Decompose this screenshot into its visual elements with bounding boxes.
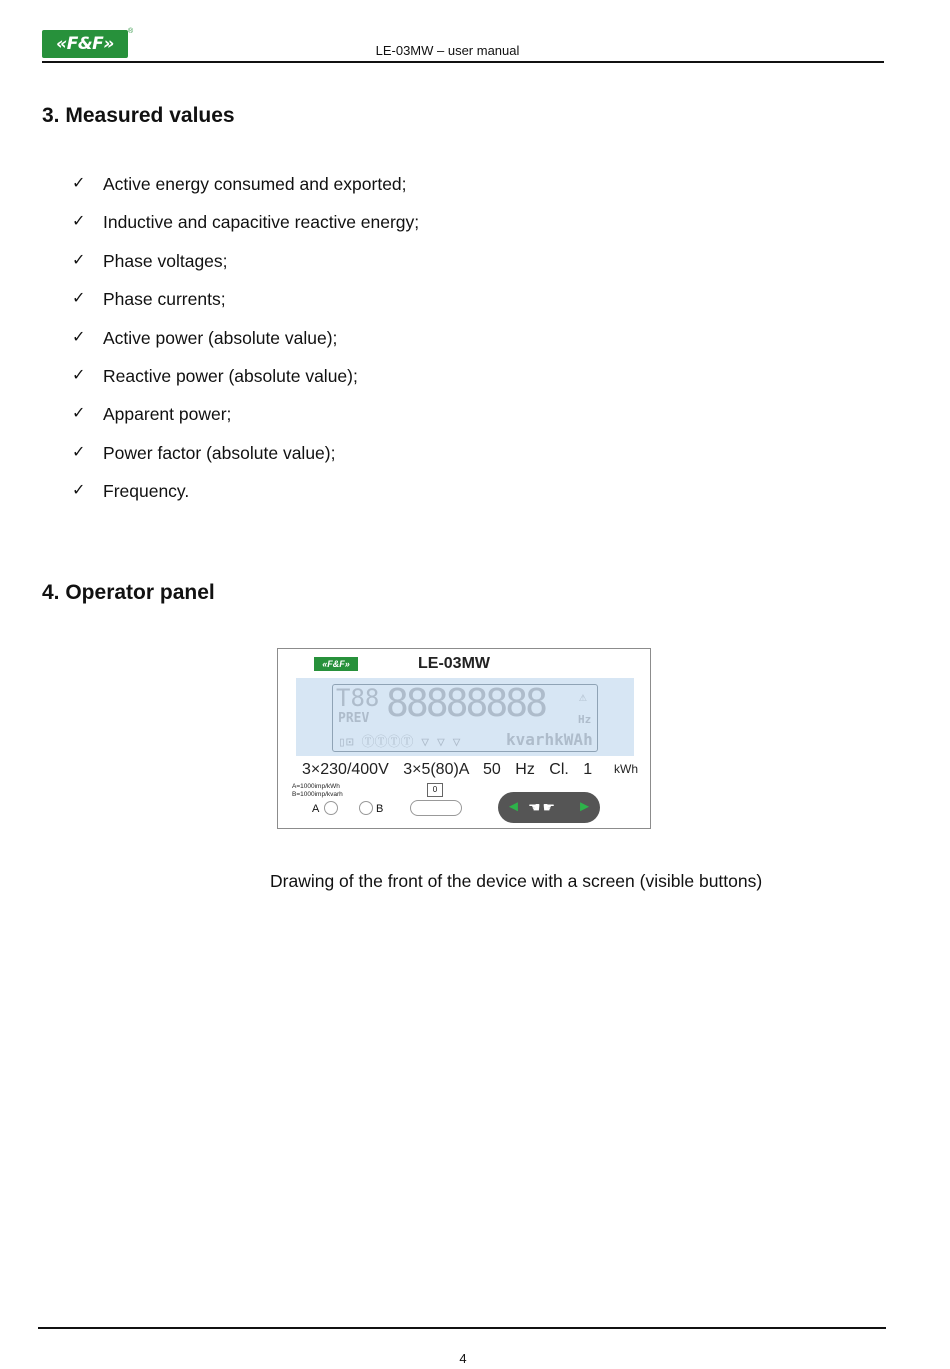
list-item xyxy=(72,441,419,479)
led-b-label: B xyxy=(376,803,384,815)
hand-pointer-icons: ☚☛ xyxy=(528,799,558,815)
lcd-unit-indicator: kvarhkWAh xyxy=(506,730,593,749)
constant-b: B=1000imp/kvarh xyxy=(292,791,343,798)
list-item xyxy=(72,364,419,402)
list-item-text: Phase currents; xyxy=(103,289,226,310)
arrow-left-icon: ◄ xyxy=(506,798,521,815)
list-item xyxy=(72,402,419,440)
check-icon: ✓ xyxy=(72,175,86,192)
list-item xyxy=(72,326,419,364)
header-divider xyxy=(42,61,884,63)
optical-port-slot xyxy=(410,800,462,816)
check-icon: ✓ xyxy=(72,443,86,461)
led-a-indicator xyxy=(324,801,338,815)
lcd-hz-indicator: Hz xyxy=(578,713,592,726)
constant-a: A=1000imp/kWh xyxy=(292,783,340,790)
check-icon: ✓ xyxy=(72,405,86,423)
section-heading-measured-values: 3. Measured values xyxy=(42,104,235,127)
list-item-text: Frequency. xyxy=(103,481,190,502)
document-header-title: LE-03MW – user manual xyxy=(375,43,520,58)
led-b-indicator xyxy=(359,801,373,815)
check-icon: ✓ xyxy=(72,328,86,346)
list-item xyxy=(72,172,419,210)
check-icon: ✓ xyxy=(72,251,86,269)
figure-caption: Drawing of the front of the device with a screen (visible buttons) xyxy=(270,871,763,891)
kwh-label: kWh xyxy=(614,762,638,776)
list-item xyxy=(72,287,419,325)
seal-icon: 0 xyxy=(427,783,443,797)
led-a-label: A xyxy=(312,803,320,815)
lcd-tariff-segments: T88 xyxy=(336,684,380,712)
meter-ratings: 3×230/400V 3×5(80)A 50 Hz Cl. 1 xyxy=(302,761,593,778)
page-number: 4 xyxy=(459,1351,467,1366)
lcd-prev-indicator: PREV xyxy=(338,711,370,726)
list-item-text: Active energy consumed and exported; xyxy=(103,174,407,194)
list-item-text: Phase voltages; xyxy=(103,250,228,271)
navigation-buttons xyxy=(498,792,600,823)
list-item xyxy=(72,479,419,517)
list-item-text: Apparent power; xyxy=(103,404,232,425)
list-item-text: Reactive power (absolute value); xyxy=(103,365,358,386)
warning-icon: ⚠ xyxy=(579,690,587,705)
panel-model-name: LE-03MW xyxy=(418,655,490,672)
brand-logo: «F&F» xyxy=(42,30,128,58)
list-item xyxy=(72,249,419,287)
list-item-text: Inductive and capacitive reactive energy; xyxy=(103,212,420,233)
lcd-digit-segments: 88888888 xyxy=(386,681,546,725)
check-icon: ✓ xyxy=(72,213,86,231)
lcd-status-icons: ▯⊡ ⓉⓉⓉⓉ ▽ ▽ ▽ xyxy=(338,735,461,750)
section-heading-operator-panel: 4. Operator panel xyxy=(42,581,215,604)
registered-mark: ® xyxy=(128,28,134,35)
check-icon: ✓ xyxy=(72,366,86,384)
list-item xyxy=(72,210,419,248)
list-item-text: Active power (absolute value); xyxy=(103,327,338,348)
check-icon: ✓ xyxy=(72,290,86,308)
measured-values-list xyxy=(72,172,419,518)
check-icon: ✓ xyxy=(72,482,86,500)
footer-divider xyxy=(38,1327,886,1329)
arrow-right-icon: ► xyxy=(577,798,592,815)
meter-front-panel-drawing xyxy=(277,648,651,829)
panel-brand-logo: «F&F» xyxy=(314,657,358,671)
meter-constants xyxy=(292,783,343,799)
list-item-text: Power factor (absolute value); xyxy=(103,442,336,463)
lcd-screen xyxy=(296,678,634,756)
